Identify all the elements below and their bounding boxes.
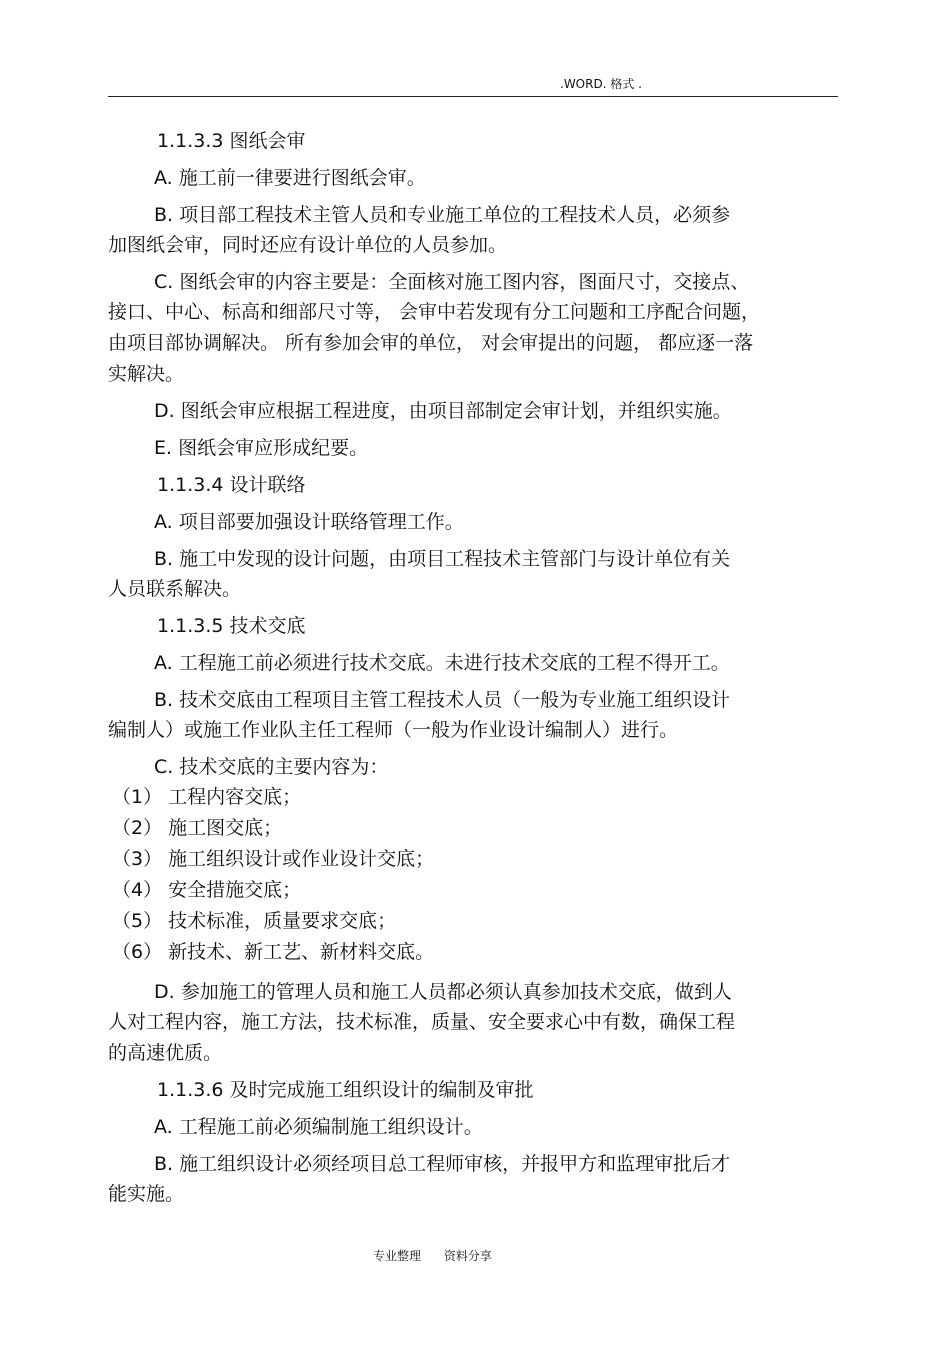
paragraph-line: 实解决。 — [108, 363, 185, 385]
header-divider — [108, 96, 838, 97]
paragraph-line: 人对工程内容，施工方法，技术标准，质量、安全要求心中有数，确保工程 — [108, 1011, 736, 1033]
paragraph-line: 加图纸会审，同时还应有设计单位的人员参加。 — [108, 234, 508, 256]
paragraph-line: E. 图纸会审应形成纪要。 — [154, 437, 369, 459]
paragraph-line: A. 项目部要加强设计联络管理工作。 — [154, 511, 464, 533]
page-footer: 专业整理 资料分享 — [373, 1249, 492, 1263]
heading-1-1-3-3: 1.1.3.3 图纸会审 — [157, 130, 306, 152]
list-item: （4） 安全措施交底； — [112, 879, 302, 901]
paragraph-line: A. 工程施工前必须编制施工组织设计。 — [154, 1116, 483, 1138]
paragraph-line: D. 参加施工的管理人员和施工人员都必须认真参加技术交底，做到人 — [154, 981, 732, 1003]
paragraph-line: B. 项目部工程技术主管人员和专业施工单位的工程技术人员，必须参 — [154, 204, 731, 226]
paragraph-line: B. 施工中发现的设计问题，由项目工程技术主管部门与设计单位有关 — [154, 548, 731, 570]
paragraph-line: 人员联系解决。 — [108, 578, 242, 600]
list-item: （5） 技术标准，质量要求交底； — [112, 910, 397, 932]
heading-1-1-3-6: 1.1.3.6 及时完成施工组织设计的编制及审批 — [157, 1079, 534, 1101]
paragraph-line: C. 技术交底的主要内容为： — [154, 756, 389, 778]
paragraph-line: C. 图纸会审的内容主要是：全面核对施工图内容，图面尺寸，交接点、 — [154, 271, 750, 293]
paragraph-line: 编制人）或施工作业队主任工程师（一般为作业设计编制人）进行。 — [108, 719, 679, 741]
paragraph-line: B. 技术交底由工程项目主管工程技术人员（一般为专业施工组织设计 — [154, 689, 731, 711]
paragraph-line: A. 施工前一律要进行图纸会审。 — [154, 167, 426, 189]
list-item: （1） 工程内容交底； — [112, 786, 302, 808]
paragraph-line: D. 图纸会审应根据工程进度，由项目部制定会审计划，并组织实施。 — [154, 400, 732, 422]
heading-1-1-3-5: 1.1.3.5 技术交底 — [157, 615, 306, 637]
header-text: .WORD. 格式 . — [560, 77, 642, 91]
paragraph-line: 能实施。 — [108, 1183, 185, 1205]
paragraph-line: 由项目部协调解决。 所有参加会审的单位， 对会审提出的问题， 都应逐一落 — [108, 332, 754, 354]
list-item: （3） 施工组织设计或作业设计交底； — [112, 848, 435, 870]
paragraph-line: 的高速优质。 — [108, 1042, 223, 1064]
paragraph-line: 接口、中心、标高和细部尺寸等， 会审中若发现有分工问题和工序配合问题， — [108, 301, 761, 323]
list-item: （2） 施工图交底； — [112, 817, 283, 839]
list-item: （6） 新技术、新工艺、新材料交底。 — [112, 941, 435, 963]
paragraph-line: B. 施工组织设计必须经项目总工程师审核，并报甲方和监理审批后才 — [154, 1153, 731, 1175]
heading-1-1-3-4: 1.1.3.4 设计联络 — [157, 474, 306, 496]
paragraph-line: A. 工程施工前必须进行技术交底。未进行技术交底的工程不得开工。 — [154, 652, 730, 674]
